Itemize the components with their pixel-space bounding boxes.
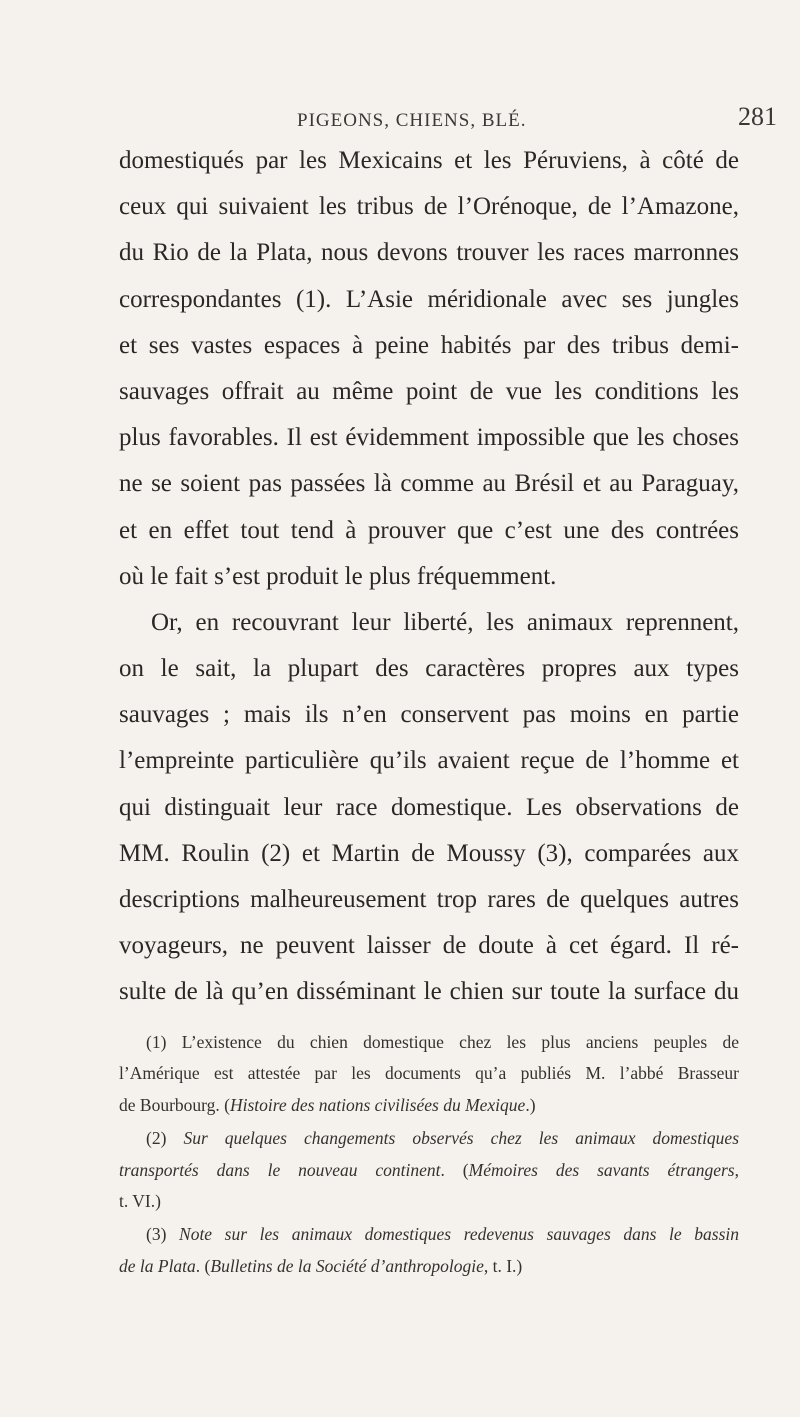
body-line: sauvages offrait au même point de vue les conditions les (119, 377, 739, 405)
footnote-text: , t. I.) (483, 1255, 523, 1276)
footnote-cited-title: Mémoires des savants étrangers (468, 1159, 735, 1180)
body-line: on le sait, la plupart des caractères propres aux types (119, 655, 739, 683)
body-line: ne se soient pas passées là comme au Brésil et au Paraguay, (119, 470, 739, 498)
page-number: 281 (738, 102, 777, 131)
footnote-1-line: (1) L’existence du chien domestique chez les plus anciens peuples de (146, 1032, 739, 1052)
footnotes (119, 1027, 739, 1282)
footnote-2-line: t. VI.) (119, 1190, 161, 1211)
footnote-cited-title: de la Plata (119, 1255, 196, 1276)
body-line: descriptions malheureusement trop rares de quelques autres (119, 886, 739, 913)
footnote-cited-title: transportés dans le nouveau continent (119, 1159, 441, 1180)
footnote-cited-title: Histoire des nations civilisées du Mexique (229, 1094, 526, 1115)
running-head (0, 96, 800, 136)
footnote-1-line (119, 1090, 739, 1121)
footnote-text: . ( (195, 1255, 211, 1276)
footnote-1-line: l’Amérique est attestée par les documents qu’a publiés M. l’abbé Brasseur (119, 1063, 739, 1084)
footnote-cited-title: Sur quelques changements observés chez les animaux domestiques (183, 1128, 740, 1149)
footnote-cited-title: Note sur les animaux domestiques redevenus sauvages dans le bassin (179, 1224, 740, 1245)
footnote-text: , (734, 1159, 739, 1180)
body-line: où le fait s’est produit le plus fréquemment. (119, 562, 557, 590)
body-text (119, 138, 739, 1016)
body-line: Or, en recouvrant leur liberté, les animaux reprennent, (151, 608, 739, 636)
body-line: MM. Roulin (2) et Martin de Moussy (3), comparées aux (119, 839, 739, 867)
body-line: correspondantes (1). L’Asie méridionale avec ses jungles (119, 285, 739, 313)
footnote-marker: (2) (146, 1128, 184, 1149)
body-line: et en effet tout tend à prouver que c’est une des contrées (119, 516, 739, 544)
body-line: du Rio de la Plata, nous devons trouver les races marronnes (119, 239, 739, 267)
body-line: plus favorables. Il est évidemment impossible que les choses (119, 424, 739, 452)
footnote-3-line (119, 1219, 739, 1250)
footnote-2-line (119, 1123, 739, 1154)
footnote-2-line (119, 1155, 739, 1186)
body-line: domestiqués par les Mexicains et les Péruviens, à côté de (119, 147, 739, 174)
footnote-text: .) (525, 1094, 536, 1115)
footnote-text: de Bourbourg. ( (119, 1094, 230, 1115)
body-line: l’empreinte particulière qu’ils avaient reçue de l’homme et (119, 747, 739, 775)
body-line: sulte de là qu’en disséminant le chien sur toute la surface du (119, 978, 739, 1006)
body-line: sauvages ; mais ils n’en conservent pas moins en partie (119, 701, 739, 729)
body-line: qui distinguait leur race domestique. Les observations de (119, 793, 739, 821)
footnote-3-line (119, 1251, 739, 1282)
body-line: et ses vastes espaces à peine habités par des tribus demi- (119, 331, 739, 359)
footnote-cited-title: Bulletins de la Société d’anthropologie (210, 1255, 484, 1276)
footnote-marker: (3) (146, 1224, 180, 1245)
body-line: ceux qui suivaient les tribus de l’Orénoque, de l’Amazone, (119, 193, 739, 221)
body-line: voyageurs, ne peuvent laisser de doute à cet égard. Il ré- (119, 932, 739, 960)
footnote-text: . ( (440, 1159, 469, 1180)
running-title: PIGEONS, CHIENS, BLÉ. (297, 110, 527, 131)
